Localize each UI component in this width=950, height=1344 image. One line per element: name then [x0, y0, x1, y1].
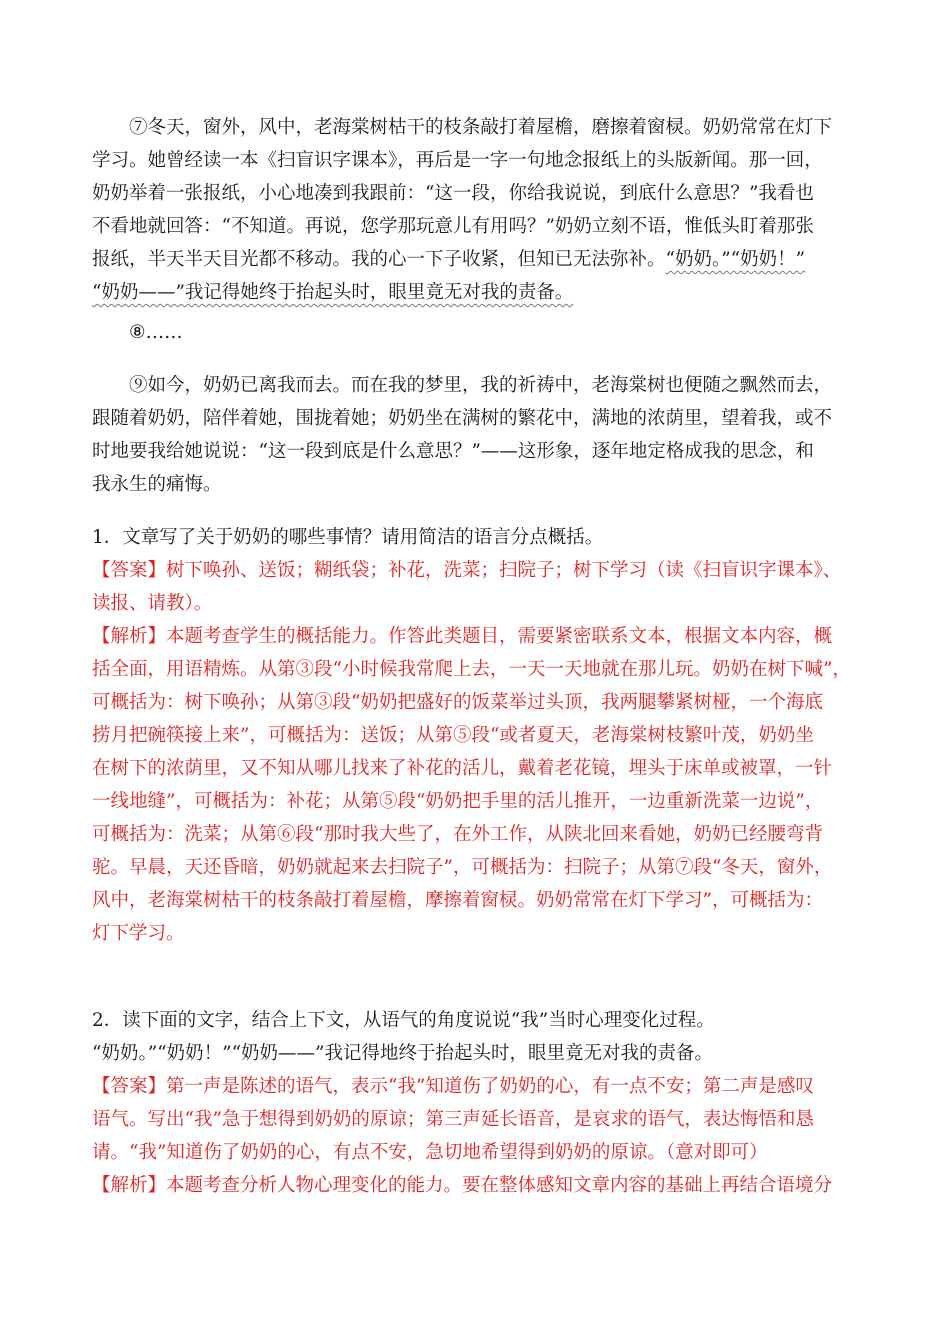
paragraph-line [92, 276, 862, 309]
analysis-text: 本题考查学生的概括能力。作答此类题目，需要紧密联系文本，根据文本内容，概 [166, 626, 833, 647]
paragraph-9 [92, 369, 862, 501]
analysis-tag: 【解析】 [92, 1175, 167, 1196]
paragraph-text: 报纸，半天半天目光都不移动。我的心一下子收紧，但知已无法弥补。 [92, 249, 666, 270]
paragraph-line: 不看地就回答：“不知道。再说，您学那玩意儿有用吗？”奶奶立刻不语，惟低头盯着那张 [92, 216, 814, 237]
underlined-quote: “奶奶——”我记得她终于抬起头时，眼里竟无对我的责备。 [92, 282, 574, 303]
paragraph-line: ⑧…… [129, 322, 183, 343]
question-1 [92, 521, 862, 950]
analysis-line: 可概括为：洗菜；从第⑥段“那时我大些了，在外工作，从陕北回来看她，奶奶已经腰弯背 [92, 824, 823, 845]
paragraph-line: 学习。她曾经读一本《扫盲识字课本》，再后是一字一句地念报纸上的头版新闻。那一回， [92, 150, 823, 171]
analysis-line: 可概括为：树下唤孙；从第③段“奶奶把盛好的饭菜举过头顶，我两腿攀紧树桠，一个海底 [92, 692, 823, 713]
answer-line: 读报、请教）。 [92, 593, 213, 614]
paragraph-8 [92, 316, 862, 349]
analysis-line: 驼。早晨，天还昏暗，奶奶就起来去扫院子”，可概括为：扫院子；从第⑦段“冬天，窗外， [92, 857, 833, 878]
paragraph-line: 奶奶举着一张报纸，小心地凑到我跟前：“这一段，你给我说说，到底什么意思？”我看也 [92, 183, 814, 204]
analysis-line: 风中，老海棠树枯干的枝条敲打着屋檐，摩擦着窗棂。奶奶常常在灯下学习”，可概括为： [92, 890, 823, 911]
paragraph-line: ⑨如今，奶奶已离我而去。而在我的梦里，我的祈祷中，老海棠树也便随之飘然而去， [129, 375, 833, 396]
paragraph-line: 跟随着奶奶，陪伴着她，围拢着她；奶奶坐在满树的繁花中，满地的浓荫里，望着我，或不 [92, 408, 833, 429]
analysis-tag: 【解析】 [92, 626, 167, 647]
analysis-line: 在树下的浓荫里，又不知从哪儿找来了补花的活儿，戴着老花镜，埋头于床单或被罩，一针 [92, 758, 833, 779]
question-2 [92, 1004, 862, 1202]
answer-line [92, 1070, 862, 1103]
analysis-line: 一线地缝”，可概括为：补花；从第⑤段“奶奶把手里的活儿推开，一边重新洗菜一边说”， [92, 791, 824, 812]
paragraph-line: 我永生的痛悔。 [92, 474, 222, 495]
question-text: 1．文章写了关于奶奶的哪些事情？请用简洁的语言分点概括。 [92, 527, 604, 548]
paragraph-line [92, 243, 862, 276]
analysis-line: 灯下学习。 [92, 923, 185, 944]
answer-tag: 【答案】 [92, 560, 167, 581]
analysis-line: 捞月把碗筷接上来”，可概括为：送饭；从第⑤段“或者夏天，老海棠树枝繁叶茂，奶奶坐 [92, 725, 814, 746]
paragraph-line: 时地要我给她说说：“这一段到底是什么意思？”——这形象，逐年地定格成我的思念，和 [92, 441, 814, 462]
quoted-text: “奶奶。”“奶奶！”“奶奶——”我记得地终于抬起头时，眼里竟无对我的责备。 [92, 1043, 713, 1064]
question-text: 2．读下面的文字，结合上下文，从语气的角度说说“我”当时心理变化过程。 [92, 1010, 715, 1031]
answer-line [92, 554, 862, 587]
analysis-line [92, 620, 862, 653]
analysis-text: 本题考查分析人物心理变化的能力。要在整体感知文章内容的基础上再结合语境分 [166, 1175, 833, 1196]
paragraph-7 [92, 111, 862, 309]
answer-line: 语气。写出“我”急于想得到奶奶的原谅；第三声延长语音，是哀求的语气，表达悔悟和恳 [92, 1109, 814, 1130]
answer-line: 请。“我”知道伤了奶奶的心，有点不安，急切地希望得到奶奶的原谅。（意对即可） [92, 1142, 768, 1163]
answer-text: 第一声是陈述的语气，表示“我”知道伤了奶奶的心，有一点不安；第二声是感叹 [166, 1076, 814, 1097]
answer-text: 树下唤孙、送饭；糊纸袋；补花，洗菜；扫院子；树下学习（读《扫盲识字课本》、 [166, 560, 842, 581]
analysis-line [92, 1169, 862, 1202]
underlined-quote: “奶奶。”“奶奶！” [665, 249, 806, 270]
analysis-line: 括全面，用语精炼。从第③段“小时候我常爬上去，一天一天地就在那儿玩。奶奶在树下喊”， [92, 659, 851, 680]
paragraph-line: ⑦冬天，窗外，风中，老海棠树枯干的枝条敲打着屋檐，磨擦着窗棂。奶奶常常在灯下 [129, 117, 833, 138]
answer-tag: 【答案】 [92, 1076, 167, 1097]
